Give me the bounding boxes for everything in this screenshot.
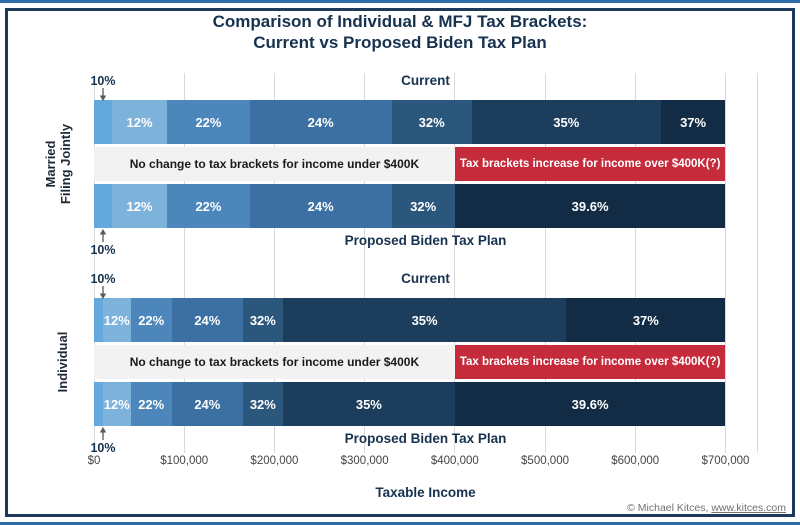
bar-segment [94,100,112,144]
segment-rate-label: 12% [103,312,130,328]
segment-rate-label: 39.6% [571,396,609,412]
bar-segment [131,382,172,426]
bar-segment [94,298,103,342]
credit-text: © Michael Kitces, [627,502,712,514]
bar-segment [250,184,392,228]
segment-rate-label: 37% [632,312,659,328]
bar-segment [131,298,172,342]
x-tick-label: $500,000 [521,455,569,467]
bar-segment [250,100,392,144]
bar-title-proposed: Proposed Biden Tax Plan [344,233,507,248]
x-tick-label: $400,000 [430,455,479,467]
rate-annotation-arrow-icon [98,286,108,304]
bar-title-proposed: Proposed Biden Tax Plan [344,431,507,446]
bar-title-current: Current [401,73,450,88]
segment-rate-label: 22% [195,198,222,214]
rate-annotation-bottom: 10% [90,243,116,257]
bar-segment [103,382,131,426]
bar-segment [103,298,131,342]
bar-segment [94,184,112,228]
band-no-change [94,147,455,181]
x-tick-label: $300,000 [340,455,389,467]
bar-segment [392,100,472,144]
bar-segment [172,298,243,342]
segment-rate-label: 37% [680,114,707,130]
band-increase-text: Tax brackets increase for income over $400K(?) [459,158,721,170]
bar-segment [455,184,726,228]
band-no-change-text: No change to tax brackets for income under $400K [129,157,420,171]
band-increase [455,147,726,181]
bar-segment [243,298,283,342]
bar-segment [94,382,103,426]
credit-line [627,502,786,514]
x-tick-label: $600,000 [611,455,660,467]
band-no-change-text: No change to tax brackets for income under $400K [129,355,420,369]
segment-rate-label: 35% [355,396,382,412]
group-label-mfj: Married Filing Jointly [43,123,73,205]
segment-rate-label: 12% [126,198,153,214]
segment-rate-label: 35% [553,114,580,130]
chart-title-line1: Comparison of Individual & MFJ Tax Brackets: [212,12,588,31]
segment-rate-label: 39.6% [571,198,609,214]
chart-title [0,11,800,53]
segment-rate-label: 22% [195,114,222,130]
rate-annotation-top: 10% [90,272,116,286]
segment-rate-label: 22% [138,396,165,412]
x-tick-label: $200,000 [250,455,299,467]
segment-rate-label: 24% [194,396,221,412]
bar-segment [455,382,726,426]
band-increase [455,345,726,379]
bar-segment [167,184,250,228]
bar-segment [283,298,566,342]
bar-segment [112,184,167,228]
bar-segment [172,382,243,426]
rate-annotation-top: 10% [90,74,116,88]
bar-segment [243,382,283,426]
bar-segment [167,100,250,144]
bar-segment [472,100,661,144]
bar-segment [661,100,726,144]
segment-rate-label: 32% [249,396,276,412]
segment-rate-label: 32% [249,312,276,328]
rate-annotation-bottom: 10% [90,441,116,455]
bar-segment [392,184,455,228]
group-label-individual: Individual [54,331,70,393]
kitces-link[interactable]: www.kitces.com [711,502,786,514]
band-increase-text: Tax brackets increase for income over $400K(?) [459,356,721,368]
bar-title-current: Current [401,271,450,286]
segment-rate-label: 32% [418,114,445,130]
segment-rate-label: 24% [307,198,334,214]
segment-rate-label: 12% [103,396,130,412]
segment-rate-label: 35% [411,312,438,328]
segment-rate-label: 32% [410,198,437,214]
bar-segment [283,382,455,426]
band-no-change [94,345,455,379]
x-tick-label: $100,000 [160,455,209,467]
segment-rate-label: 12% [126,114,153,130]
segment-rate-label: 24% [307,114,334,130]
bar-segment [112,100,167,144]
segment-rate-label: 22% [138,312,165,328]
x-tick-label: $700,000 [701,455,750,467]
rate-annotation-arrow-icon [98,88,108,106]
bar-segment [566,298,725,342]
x-tick-label: $0 [87,455,101,467]
chart-title-line2: Current vs Proposed Biden Tax Plan [253,33,547,52]
x-axis-label: Taxable Income [375,485,476,500]
segment-rate-label: 24% [194,312,221,328]
grid-line [757,73,758,453]
